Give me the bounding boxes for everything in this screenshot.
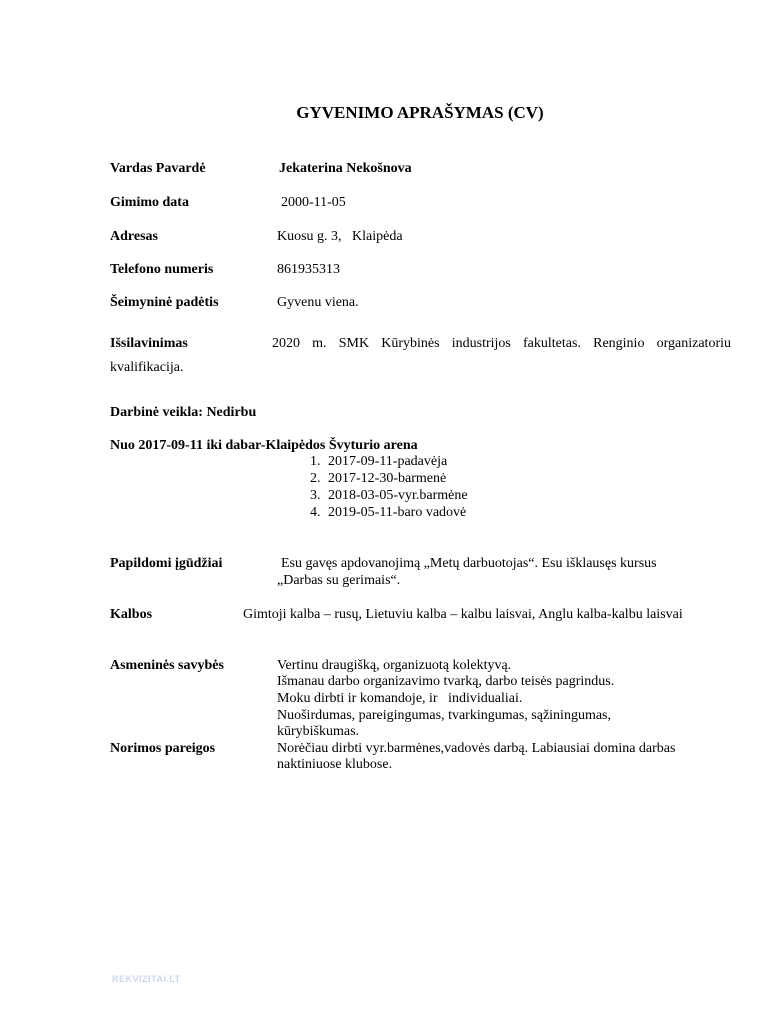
work-period: Nuo 2017-09-11 iki dabar-Klaipėdos Švyturio arena — [110, 438, 418, 453]
watermark-logo: REKVIZITAI.LT — [112, 974, 181, 984]
languages-value: Gimtoji kalba – rusų, Lietuviu kalba – kalbu laisvai, Anglu kalba-kalbu laisvai — [243, 607, 683, 622]
qualities-line: Moku dirbti ir komandoje, ir individualiai. — [277, 691, 523, 706]
list-item: 3. 2018-03-05-vyr.barmėne — [324, 487, 468, 504]
address-label: Adresas — [110, 229, 158, 244]
list-item: 1. 2017-09-11-padavėja — [324, 453, 468, 470]
desired-position-line-2: naktiniuose klubose. — [277, 757, 393, 772]
desired-position-line-1: Norėčiau dirbti vyr.barmėnes,vadovės darbą. Labiausiai domina darbas — [277, 741, 676, 756]
languages-label: Kalbos — [110, 607, 153, 622]
phone-label: Telefono numeris — [110, 262, 214, 277]
address-value: Kuosu g. 3, Klaipėda — [277, 229, 403, 244]
qualities-line: Nuoširdumas, pareigingumas, tvarkingumas, sąžiningumas, — [277, 708, 611, 723]
phone-value: 861935313 — [277, 262, 340, 277]
family-status-label: Šeimyninė padėtis — [110, 295, 219, 310]
qualities-label: Asmeninės savybės — [110, 658, 224, 673]
document-title: GYVENIMO APRAŠYMAS (CV) — [296, 103, 544, 122]
qualities-line: Išmanau darbo organizavimo tvarką, darbo teisės pagrindus. — [277, 674, 615, 689]
name-value: Jekaterina Nekošnova — [279, 161, 412, 176]
skills-line-2: „Darbas su gerimais“. — [277, 573, 401, 588]
work-heading: Darbinė veikla: Nedirbu — [110, 405, 257, 420]
education-label: Išsilavinimas — [110, 336, 188, 351]
list-item: 4. 2019-05-11-baro vadovė — [324, 504, 468, 521]
birth-date-label: Gimimo data — [110, 195, 189, 210]
education-paragraph — [110, 332, 731, 380]
skills-label: Papildomi įgūdžiai — [110, 556, 223, 571]
qualities-line: kūrybiškumas. — [277, 724, 360, 739]
education-value: 2020 m. SMK Kūrybinės industrijos fakultetas. Renginio organizatoriu kvalifikacija. — [110, 336, 731, 375]
name-label: Vardas Pavardė — [110, 161, 206, 176]
family-status-value: Gyvenu viena. — [277, 295, 359, 310]
qualities-line: Vertinu draugišką, organizuotą kolektyvą. — [277, 658, 512, 673]
duties-list — [290, 453, 468, 521]
desired-position-label: Norimos pareigos — [110, 741, 216, 756]
skills-line-1: Esu gavęs apdovanojimą „Metų darbuotojas“. Esu išklausęs kursus — [281, 556, 657, 571]
list-item: 2. 2017-12-30-barmenė — [324, 470, 468, 487]
birth-date-value: 2000-11-05 — [281, 195, 346, 210]
